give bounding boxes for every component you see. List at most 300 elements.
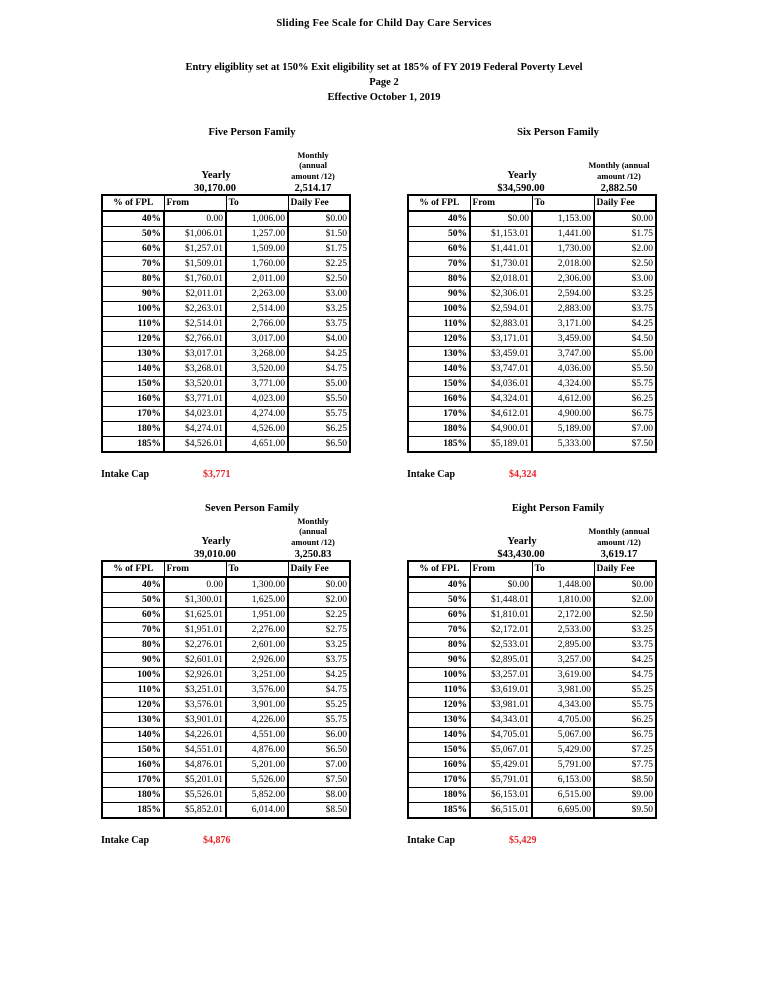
cell-daily-fee: $5.75 xyxy=(594,377,656,392)
cell-daily-fee: $2.00 xyxy=(288,593,350,608)
cell-fpl: 185% xyxy=(102,803,164,819)
cell-fpl: 160% xyxy=(408,392,470,407)
cell-fpl: 40% xyxy=(408,211,470,227)
intake-cap-eight-person-family xyxy=(401,819,701,869)
cell-from: $2,172.01 xyxy=(470,623,532,638)
column-captions-seven-person-family xyxy=(95,514,395,560)
cell-from: $3,520.01 xyxy=(164,377,226,392)
cell-from: $2,926.01 xyxy=(164,668,226,683)
table-row xyxy=(408,332,656,347)
table-row xyxy=(102,332,350,347)
cell-fpl: 90% xyxy=(408,287,470,302)
panel-eight-person-family xyxy=(401,503,701,869)
cell-to: 1,006.00 xyxy=(226,211,288,227)
panel-seven-person-family xyxy=(95,503,395,869)
cell-to: 2,533.00 xyxy=(532,623,594,638)
cell-from: $3,268.01 xyxy=(164,362,226,377)
column-header-to: To xyxy=(226,195,288,211)
table-row xyxy=(408,242,656,257)
cell-from: $1,509.01 xyxy=(164,257,226,272)
cell-from: $2,011.01 xyxy=(164,287,226,302)
cell-fpl: 70% xyxy=(102,257,164,272)
cell-daily-fee: $8.50 xyxy=(594,773,656,788)
monthly-value-five-person-family: 2,514.17 xyxy=(294,183,332,194)
cell-from: $1,448.01 xyxy=(470,593,532,608)
monthly-value-eight-person-family: 3,619.17 xyxy=(600,549,638,560)
cell-daily-fee: $9.50 xyxy=(594,803,656,819)
column-header-from: From xyxy=(470,561,532,577)
cell-from: $0.00 xyxy=(470,211,532,227)
cell-fpl: 180% xyxy=(408,422,470,437)
cell-daily-fee: $7.00 xyxy=(288,758,350,773)
cell-fpl: 130% xyxy=(102,347,164,362)
cell-fpl: 140% xyxy=(102,728,164,743)
cell-to: 2,263.00 xyxy=(226,287,288,302)
table-row xyxy=(408,638,656,653)
family-title-seven-person-family: Seven Person Family xyxy=(205,503,299,514)
monthly-label xyxy=(564,160,674,181)
cell-from: $4,036.01 xyxy=(470,377,532,392)
cell-daily-fee: $0.00 xyxy=(288,211,350,227)
cell-to: 3,520.00 xyxy=(226,362,288,377)
cell-daily-fee: $4.00 xyxy=(288,332,350,347)
table-row xyxy=(408,377,656,392)
cell-to: 2,766.00 xyxy=(226,317,288,332)
cell-from: $2,276.01 xyxy=(164,638,226,653)
column-header-from: From xyxy=(164,561,226,577)
cell-fpl: 180% xyxy=(408,788,470,803)
table-row xyxy=(408,698,656,713)
cell-to: 3,171.00 xyxy=(532,317,594,332)
intake-cap-six-person-family xyxy=(401,453,701,503)
cell-from: $5,189.01 xyxy=(470,437,532,453)
cell-daily-fee: $1.75 xyxy=(288,242,350,257)
cell-fpl: 170% xyxy=(408,407,470,422)
cell-daily-fee: $4.25 xyxy=(288,668,350,683)
panel-six-person-family xyxy=(401,127,701,503)
table-row xyxy=(408,668,656,683)
cell-to: 1,441.00 xyxy=(532,227,594,242)
cell-to: 3,619.00 xyxy=(532,668,594,683)
cell-daily-fee: $4.75 xyxy=(594,668,656,683)
cell-daily-fee: $5.00 xyxy=(594,347,656,362)
cell-daily-fee: $2.50 xyxy=(288,272,350,287)
cell-daily-fee: $2.50 xyxy=(594,608,656,623)
table-row xyxy=(102,788,350,803)
monthly-label-line2: amount /12) xyxy=(597,536,641,547)
table-row xyxy=(408,437,656,453)
cell-fpl: 80% xyxy=(408,272,470,287)
cell-to: 2,895.00 xyxy=(532,638,594,653)
column-header-daily-fee: Daily Fee xyxy=(288,561,350,577)
cell-from: $3,171.01 xyxy=(470,332,532,347)
cell-from: $4,551.01 xyxy=(164,743,226,758)
cell-to: 5,852.00 xyxy=(226,788,288,803)
table-row xyxy=(408,653,656,668)
cell-from: $1,257.01 xyxy=(164,242,226,257)
cell-fpl: 50% xyxy=(102,593,164,608)
intake-cap-label: Intake Cap xyxy=(407,469,456,480)
cell-fpl: 90% xyxy=(102,653,164,668)
cell-from: $1,300.01 xyxy=(164,593,226,608)
column-header-to: To xyxy=(532,195,594,211)
cell-to: 4,036.00 xyxy=(532,362,594,377)
panel-row-top xyxy=(0,127,768,503)
cell-to: 2,018.00 xyxy=(532,257,594,272)
table-row xyxy=(102,302,350,317)
cell-fpl: 185% xyxy=(408,803,470,819)
cell-to: 6,695.00 xyxy=(532,803,594,819)
cell-to: 1,625.00 xyxy=(226,593,288,608)
table-row xyxy=(408,623,656,638)
cell-to: 1,300.00 xyxy=(226,577,288,593)
cell-to: 5,333.00 xyxy=(532,437,594,453)
cell-fpl: 120% xyxy=(408,332,470,347)
cell-daily-fee: $3.75 xyxy=(288,653,350,668)
table-row xyxy=(102,211,350,227)
cell-daily-fee: $3.25 xyxy=(594,287,656,302)
cell-fpl: 170% xyxy=(408,773,470,788)
monthly-label xyxy=(258,516,368,548)
cell-daily-fee: $7.25 xyxy=(594,743,656,758)
cell-to: 5,429.00 xyxy=(532,743,594,758)
table-row xyxy=(408,788,656,803)
column-header-fpl: % of FPL xyxy=(408,195,470,211)
cell-daily-fee: $2.50 xyxy=(594,257,656,272)
cell-to: 4,324.00 xyxy=(532,377,594,392)
table-row xyxy=(408,227,656,242)
cell-from: $1,625.01 xyxy=(164,608,226,623)
intake-cap-label: Intake Cap xyxy=(101,469,150,480)
cell-from: $1,810.01 xyxy=(470,608,532,623)
cell-to: 4,551.00 xyxy=(226,728,288,743)
cell-from: $3,017.01 xyxy=(164,347,226,362)
cell-from: $5,791.01 xyxy=(470,773,532,788)
table-row xyxy=(408,773,656,788)
cell-from: 0.00 xyxy=(164,577,226,593)
cell-to: 3,017.00 xyxy=(226,332,288,347)
cell-from: $3,771.01 xyxy=(164,392,226,407)
cell-to: 1,257.00 xyxy=(226,227,288,242)
column-header-from: From xyxy=(470,195,532,211)
table-row xyxy=(102,803,350,819)
monthly-label-line3: amount /12) xyxy=(291,170,335,181)
cell-from: $2,883.01 xyxy=(470,317,532,332)
cell-fpl: 160% xyxy=(102,392,164,407)
page-title: Sliding Fee Scale for Child Day Care Services xyxy=(276,18,492,29)
cell-fpl: 120% xyxy=(102,698,164,713)
cell-fpl: 130% xyxy=(408,713,470,728)
cell-daily-fee: $7.50 xyxy=(288,773,350,788)
cell-daily-fee: $4.25 xyxy=(288,347,350,362)
cell-daily-fee: $5.25 xyxy=(288,698,350,713)
yearly-label: Yearly xyxy=(507,536,537,547)
subtitle-line-page: Page 2 xyxy=(369,77,399,88)
column-header-fpl: % of FPL xyxy=(102,195,164,211)
table-row xyxy=(408,608,656,623)
cell-from: $2,766.01 xyxy=(164,332,226,347)
panel-row-bottom xyxy=(0,503,768,869)
cell-daily-fee: $4.75 xyxy=(288,362,350,377)
cell-fpl: 110% xyxy=(408,317,470,332)
cell-to: 3,901.00 xyxy=(226,698,288,713)
monthly-label-line2: (annual xyxy=(299,160,327,170)
cell-from: $2,594.01 xyxy=(470,302,532,317)
column-captions-five-person-family xyxy=(95,138,395,194)
cell-fpl: 140% xyxy=(102,362,164,377)
intake-cap-value: $4,876 xyxy=(203,835,231,846)
cell-to: 3,981.00 xyxy=(532,683,594,698)
cell-fpl: 100% xyxy=(102,668,164,683)
table-row xyxy=(408,302,656,317)
monthly-label-line1: Monthly xyxy=(297,149,329,160)
cell-from: $6,515.01 xyxy=(470,803,532,819)
cell-fpl: 60% xyxy=(102,242,164,257)
cell-daily-fee: $8.00 xyxy=(288,788,350,803)
table-header-row xyxy=(102,195,350,211)
cell-to: 3,268.00 xyxy=(226,347,288,362)
cell-to: 2,514.00 xyxy=(226,302,288,317)
table-row xyxy=(408,257,656,272)
cell-fpl: 90% xyxy=(102,287,164,302)
table-row xyxy=(102,623,350,638)
cell-daily-fee: $6.00 xyxy=(288,728,350,743)
monthly-label-line2: (annual xyxy=(299,526,327,536)
cell-fpl: 50% xyxy=(408,227,470,242)
yearly-label: Yearly xyxy=(201,170,231,181)
cell-fpl: 120% xyxy=(102,332,164,347)
cell-daily-fee: $4.25 xyxy=(594,317,656,332)
table-row xyxy=(102,287,350,302)
family-title-eight-person-family: Eight Person Family xyxy=(511,503,605,514)
column-header-to: To xyxy=(532,561,594,577)
cell-from: $5,067.01 xyxy=(470,743,532,758)
cell-daily-fee: $6.50 xyxy=(288,743,350,758)
table-row xyxy=(102,317,350,332)
cell-from: $2,533.01 xyxy=(470,638,532,653)
column-header-fpl: % of FPL xyxy=(102,561,164,577)
table-row xyxy=(408,392,656,407)
cell-to: 4,526.00 xyxy=(226,422,288,437)
cell-to: 2,011.00 xyxy=(226,272,288,287)
fee-table-six-person-family xyxy=(407,194,657,453)
yearly-label: Yearly xyxy=(507,170,537,181)
cell-fpl: 150% xyxy=(408,377,470,392)
cell-fpl: 180% xyxy=(102,422,164,437)
cell-daily-fee: $2.75 xyxy=(288,623,350,638)
table-row xyxy=(408,593,656,608)
cell-daily-fee: $7.50 xyxy=(594,437,656,453)
intake-cap-value: $5,429 xyxy=(509,835,537,846)
cell-from: $4,705.01 xyxy=(470,728,532,743)
yearly-label: Yearly xyxy=(201,536,231,547)
cell-daily-fee: $6.25 xyxy=(288,422,350,437)
column-captions-six-person-family xyxy=(401,138,701,194)
table-header-row xyxy=(408,561,656,577)
cell-from: $4,900.01 xyxy=(470,422,532,437)
monthly-label-line1: Monthly (annual xyxy=(588,160,650,170)
cell-to: 1,730.00 xyxy=(532,242,594,257)
cell-daily-fee: $6.75 xyxy=(594,407,656,422)
cell-daily-fee: $0.00 xyxy=(594,211,656,227)
column-header-daily-fee: Daily Fee xyxy=(594,195,656,211)
monthly-label xyxy=(564,526,674,547)
cell-from: 0.00 xyxy=(164,211,226,227)
cell-to: 5,189.00 xyxy=(532,422,594,437)
cell-fpl: 70% xyxy=(408,257,470,272)
table-row xyxy=(408,577,656,593)
table-row xyxy=(102,242,350,257)
intake-cap-five-person-family xyxy=(95,453,395,503)
cell-to: 1,951.00 xyxy=(226,608,288,623)
cell-to: 5,201.00 xyxy=(226,758,288,773)
cell-fpl: 170% xyxy=(102,773,164,788)
cell-from: $2,263.01 xyxy=(164,302,226,317)
cell-daily-fee: $2.00 xyxy=(594,593,656,608)
cell-to: 2,306.00 xyxy=(532,272,594,287)
subtitle-line-effective: Effective October 1, 2019 xyxy=(327,92,441,103)
table-row xyxy=(102,392,350,407)
cell-to: 3,257.00 xyxy=(532,653,594,668)
monthly-label-line2: amount /12) xyxy=(597,170,641,181)
cell-to: 5,791.00 xyxy=(532,758,594,773)
intake-cap-value: $4,324 xyxy=(509,469,537,480)
column-header-from: From xyxy=(164,195,226,211)
cell-daily-fee: $2.00 xyxy=(594,242,656,257)
family-title-six-person-family: Six Person Family xyxy=(517,127,599,138)
cell-fpl: 150% xyxy=(102,743,164,758)
table-row xyxy=(102,347,350,362)
document-subtitle xyxy=(0,29,768,105)
cell-to: 2,601.00 xyxy=(226,638,288,653)
table-row xyxy=(102,608,350,623)
intake-cap-seven-person-family xyxy=(95,819,395,869)
cell-daily-fee: $5.75 xyxy=(594,698,656,713)
cell-from: $4,526.01 xyxy=(164,437,226,453)
cell-daily-fee: $3.25 xyxy=(288,302,350,317)
table-row xyxy=(102,257,350,272)
cell-fpl: 110% xyxy=(408,683,470,698)
table-row xyxy=(102,272,350,287)
table-row xyxy=(102,407,350,422)
table-row xyxy=(408,743,656,758)
table-row xyxy=(102,728,350,743)
cell-daily-fee: $4.50 xyxy=(594,332,656,347)
cell-to: 1,810.00 xyxy=(532,593,594,608)
table-row xyxy=(408,803,656,819)
cell-from: $4,324.01 xyxy=(470,392,532,407)
monthly-label xyxy=(258,150,368,182)
cell-to: 4,900.00 xyxy=(532,407,594,422)
cell-fpl: 130% xyxy=(102,713,164,728)
cell-from: $1,153.01 xyxy=(470,227,532,242)
cell-from: $2,514.01 xyxy=(164,317,226,332)
table-row xyxy=(408,272,656,287)
cell-to: 2,276.00 xyxy=(226,623,288,638)
table-row xyxy=(102,653,350,668)
yearly-value-seven-person-family: 39,010.00 xyxy=(194,549,236,560)
table-row xyxy=(102,362,350,377)
cell-from: $1,730.01 xyxy=(470,257,532,272)
cell-from: $3,981.01 xyxy=(470,698,532,713)
cell-from: $5,429.01 xyxy=(470,758,532,773)
cell-to: 6,153.00 xyxy=(532,773,594,788)
cell-daily-fee: $4.25 xyxy=(594,653,656,668)
table-row xyxy=(408,347,656,362)
table-row xyxy=(408,287,656,302)
cell-from: $4,343.01 xyxy=(470,713,532,728)
cell-fpl: 170% xyxy=(102,407,164,422)
cell-fpl: 100% xyxy=(102,302,164,317)
cell-fpl: 70% xyxy=(102,623,164,638)
cell-to: 3,459.00 xyxy=(532,332,594,347)
cell-to: 4,343.00 xyxy=(532,698,594,713)
cell-fpl: 150% xyxy=(102,377,164,392)
cell-fpl: 90% xyxy=(408,653,470,668)
monthly-value-six-person-family: 2,882.50 xyxy=(600,183,638,194)
cell-to: 3,771.00 xyxy=(226,377,288,392)
cell-to: 1,760.00 xyxy=(226,257,288,272)
cell-daily-fee: $2.25 xyxy=(288,608,350,623)
cell-daily-fee: $0.00 xyxy=(594,577,656,593)
column-header-daily-fee: Daily Fee xyxy=(594,561,656,577)
table-row xyxy=(102,377,350,392)
table-row xyxy=(408,713,656,728)
table-row xyxy=(408,728,656,743)
cell-from: $5,526.01 xyxy=(164,788,226,803)
cell-to: 2,926.00 xyxy=(226,653,288,668)
cell-fpl: 140% xyxy=(408,728,470,743)
cell-fpl: 50% xyxy=(408,593,470,608)
cell-fpl: 160% xyxy=(408,758,470,773)
cell-to: 6,515.00 xyxy=(532,788,594,803)
table-header-row xyxy=(408,195,656,211)
table-row xyxy=(102,638,350,653)
yearly-value-six-person-family: $34,590.00 xyxy=(497,183,545,194)
monthly-label-line1: Monthly (annual xyxy=(588,526,650,536)
cell-fpl: 150% xyxy=(408,743,470,758)
cell-fpl: 120% xyxy=(408,698,470,713)
cell-from: $2,018.01 xyxy=(470,272,532,287)
cell-fpl: 100% xyxy=(408,668,470,683)
table-row xyxy=(102,422,350,437)
intake-cap-label: Intake Cap xyxy=(101,835,150,846)
cell-daily-fee: $5.75 xyxy=(288,407,350,422)
table-row xyxy=(102,227,350,242)
cell-to: 3,576.00 xyxy=(226,683,288,698)
monthly-value-seven-person-family: 3,250.83 xyxy=(294,549,332,560)
cell-to: 4,876.00 xyxy=(226,743,288,758)
cell-from: $1,760.01 xyxy=(164,272,226,287)
monthly-label-line1: Monthly xyxy=(297,515,329,526)
cell-from: $3,747.01 xyxy=(470,362,532,377)
cell-fpl: 60% xyxy=(408,608,470,623)
cell-fpl: 80% xyxy=(102,638,164,653)
table-row xyxy=(102,743,350,758)
table-row xyxy=(408,758,656,773)
cell-to: 1,448.00 xyxy=(532,577,594,593)
table-header-row xyxy=(102,561,350,577)
table-row xyxy=(408,683,656,698)
cell-from: $4,876.01 xyxy=(164,758,226,773)
table-row xyxy=(408,407,656,422)
cell-from: $5,852.01 xyxy=(164,803,226,819)
cell-from: $3,257.01 xyxy=(470,668,532,683)
cell-daily-fee: $8.50 xyxy=(288,803,350,819)
table-row xyxy=(102,713,350,728)
monthly-label-line3: amount /12) xyxy=(291,536,335,547)
cell-fpl: 40% xyxy=(102,211,164,227)
